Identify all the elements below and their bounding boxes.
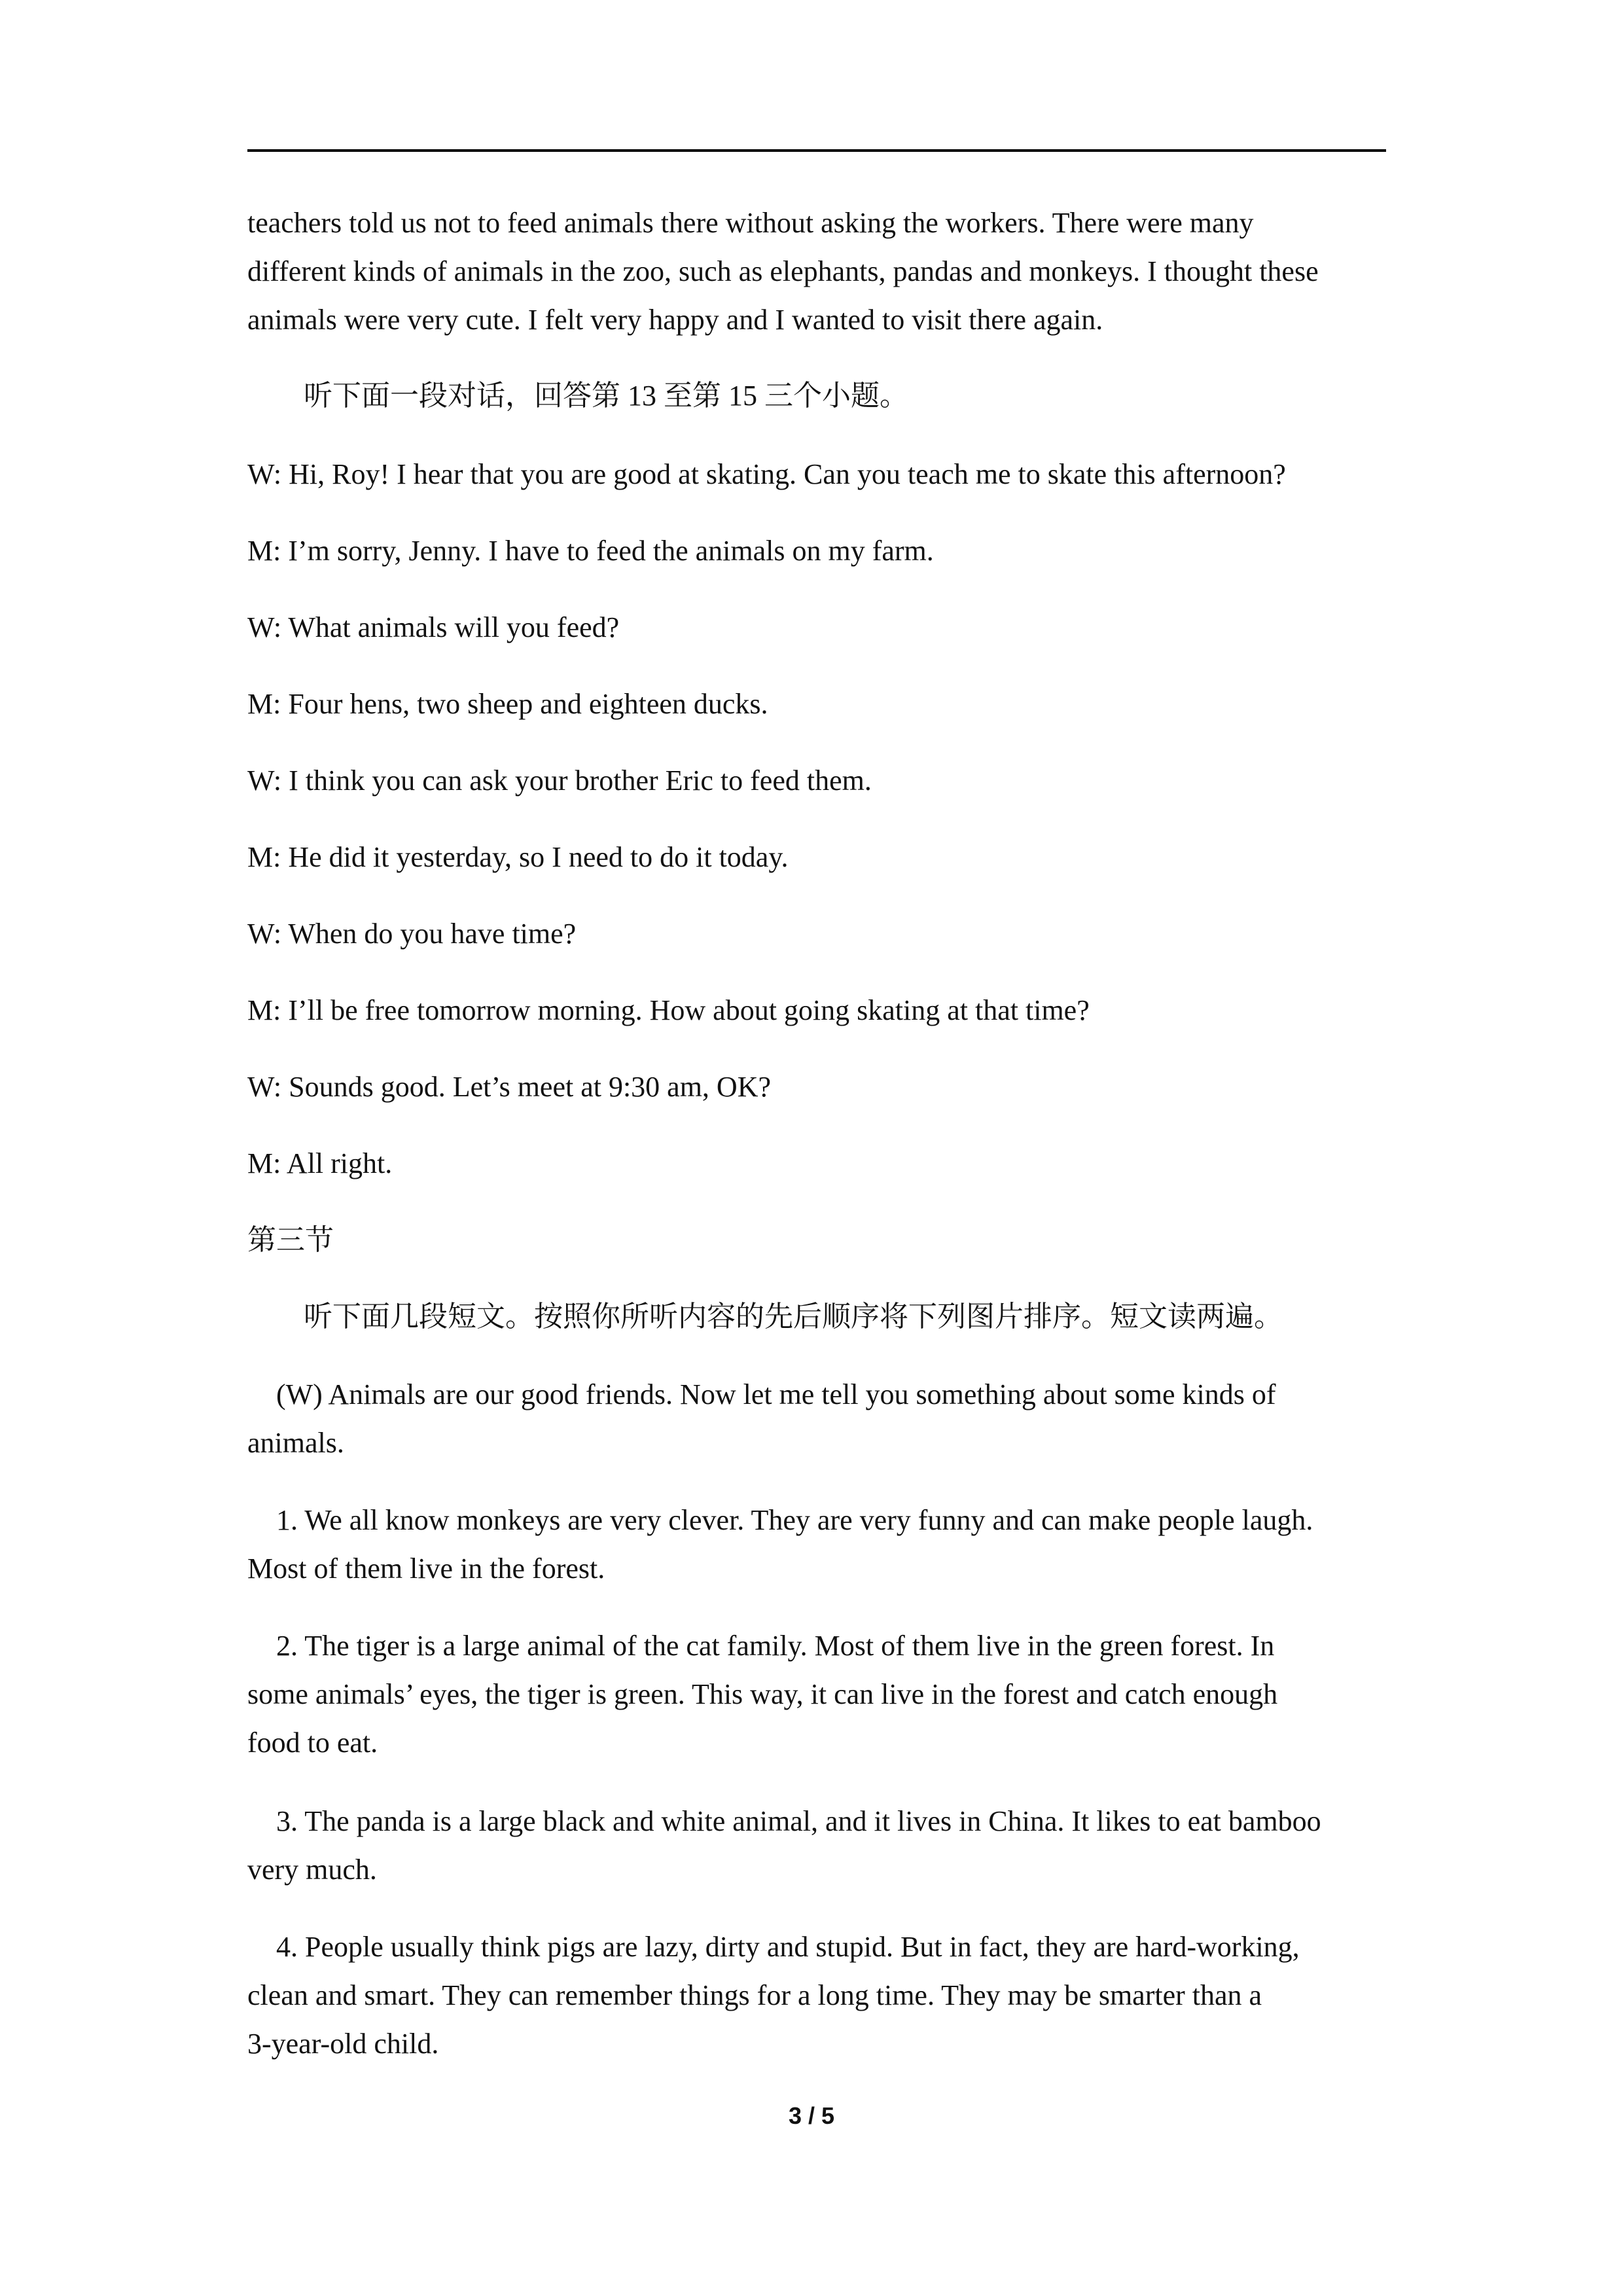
dialogue-line: W: What animals will you feed?: [247, 611, 620, 643]
text-line: food to eat.: [247, 1727, 378, 1759]
instruction-13-15: 听下面一段对话，回答第 13 至第 15 三个小题。: [304, 380, 908, 412]
text-line: some animals’ eyes, the tiger is green. This way, it can live in the forest and catch enough: [247, 1678, 1278, 1710]
dialogue-line: W: When do you have time?: [247, 918, 577, 950]
dialogue-line: M: I’ll be free tomorrow morning. How about going skating at that time?: [247, 994, 1090, 1026]
section-instruction: 听下面几段短文。按照你所听内容的先后顺序将下列图片排序。短文读两遍。: [304, 1300, 1283, 1333]
text-line: clean and smart. They can remember things for a long time. They may be smarter than a: [247, 1979, 1262, 2011]
text-line: 2. The tiger is a large animal of the cat family. Most of them live in the green forest. In: [276, 1630, 1275, 1662]
dialogue-line: W: Hi, Roy! I hear that you are good at skating. Can you teach me to skate this afternoon?: [247, 458, 1286, 490]
passage-item-4: [247, 1923, 1386, 2068]
text-line: different kinds of animals in the zoo, such as elephants, pandas and monkeys. I thought these: [247, 255, 1319, 287]
passage-item-3: [247, 1797, 1386, 1894]
passage-item-1: [247, 1496, 1386, 1593]
text-line: very much.: [247, 1854, 377, 1886]
text-line: 1. We all know monkeys are very clever. They are very funny and can make people laugh.: [276, 1504, 1313, 1536]
text-line: Most of them live in the forest.: [247, 1552, 605, 1585]
text-line: 3-year-old child.: [247, 2028, 439, 2060]
header-rule: [247, 149, 1386, 152]
text-line: (W) Animals are our good friends. Now let me tell you something about some kinds of: [276, 1378, 1276, 1410]
text-line: 4. People usually think pigs are lazy, dirty and stupid. But in fact, they are hard-working,: [276, 1931, 1300, 1963]
text-line: animals were very cute. I felt very happy and I wanted to visit there again.: [247, 304, 1103, 336]
dialogue-line: M: He did it yesterday, so I need to do it today.: [247, 841, 789, 873]
intro-paragraph: [247, 199, 1386, 344]
dialogue-line: M: Four hens, two sheep and eighteen ducks.: [247, 688, 768, 720]
section-heading: 第三节: [247, 1224, 334, 1256]
page-number: 3 / 5: [788, 2102, 835, 2129]
text-line: animals.: [247, 1427, 344, 1459]
dialogue-line: M: I’m sorry, Jenny. I have to feed the animals on my farm.: [247, 535, 934, 567]
dialogue-line: W: Sounds good. Let’s meet at 9:30 am, OK?: [247, 1071, 772, 1103]
dialogue-line: W: I think you can ask your brother Eric to feed them.: [247, 764, 872, 797]
passage-intro: [247, 1371, 1386, 1467]
text-line: 3. The panda is a large black and white animal, and it lives in China. It likes to eat bamboo: [276, 1805, 1321, 1837]
dialogue-line: M: All right.: [247, 1147, 393, 1179]
text-line: teachers told us not to feed animals there without asking the workers. There were many: [247, 207, 1254, 239]
passage-item-2: [247, 1622, 1386, 1767]
